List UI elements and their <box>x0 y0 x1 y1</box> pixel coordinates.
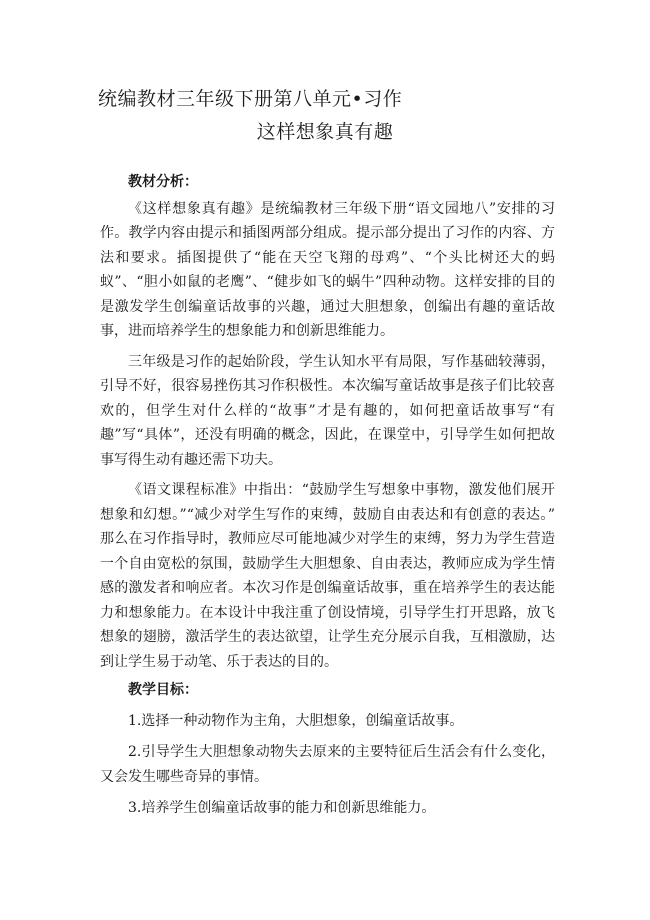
analysis-paragraph-3: 《语文课程标准》中指出：“鼓励学生写想象中事物，激发他们展开想象和幻想。”“减少对学生写作的束缚，鼓励自由表达和有创意的表达。” 那么在习作指导时，教师应尽可能地减少对学生的束缚，努力为学生营造一个自由宽松的氛围，鼓励学生大胆想象、自由表达，教师应成为学生情感的激发者和响应者。本次习作是创编童话故事，重在培养学生的表达能力和想象能力。在本设计中我注重了创设情境，引导学生打开思路，放飞想象的翅膀，激活学生的表达欲望，让学生充分展示自我，互相激励，达到让学生易于动笔、乐于表达的目的。 <box>100 482 555 670</box>
document-subtitle: 这样想象真有趣 <box>256 121 394 143</box>
goal-item-2: 2.引导学生大胆想象动物失去原来的主要特征后生活会有什么变化，又会发生哪些奇异的事情。 <box>100 744 555 785</box>
document-body <box>100 170 555 821</box>
goal-item-1: 1.选择一种动物作为主角，大胆想象，创编童话故事。 <box>128 712 464 729</box>
analysis-paragraph-1: 《这样想象真有趣》是统编教材三年级下册“语文园地八”安排的习作。教学内容由提示和插图两部分组成。提示部分提出了习作的内容、方法和要求。插图提供了“能在天空飞翔的母鸡”、“个头比树还大的蚂蚁”、“胆小如鼠的老鹰”、“健步如飞的蜗牛”四种动物。这样安排的目的是激发学生创编童话故事的兴趣，通过大胆想象，创编出有趣的童话故事，进而培养学生的想象能力和创新思维能力。 <box>100 200 555 339</box>
goals-heading: 教学目标： <box>128 682 198 698</box>
goal-item-3: 3.培养学生创编童话故事的能力和创新思维能力。 <box>128 800 436 816</box>
analysis-heading: 教材分析： <box>128 174 198 190</box>
document-title: 统编教材三年级下册第八单元•习作 <box>98 88 403 110</box>
analysis-paragraph-2: 三年级是习作的起始阶段，学生认知水平有局限，写作基础较薄弱，引导不好，很容易挫伤其习作积极性。本次编写童话故事是孩子们比较喜欢的，但学生对什么样的“故事”才是有趣的，如何把童话故事写“有趣”写“具体”，还没有明确的概念，因此，在课堂中，引导学生如何把故事写得生动有趣还需下功夫。 <box>100 353 555 468</box>
